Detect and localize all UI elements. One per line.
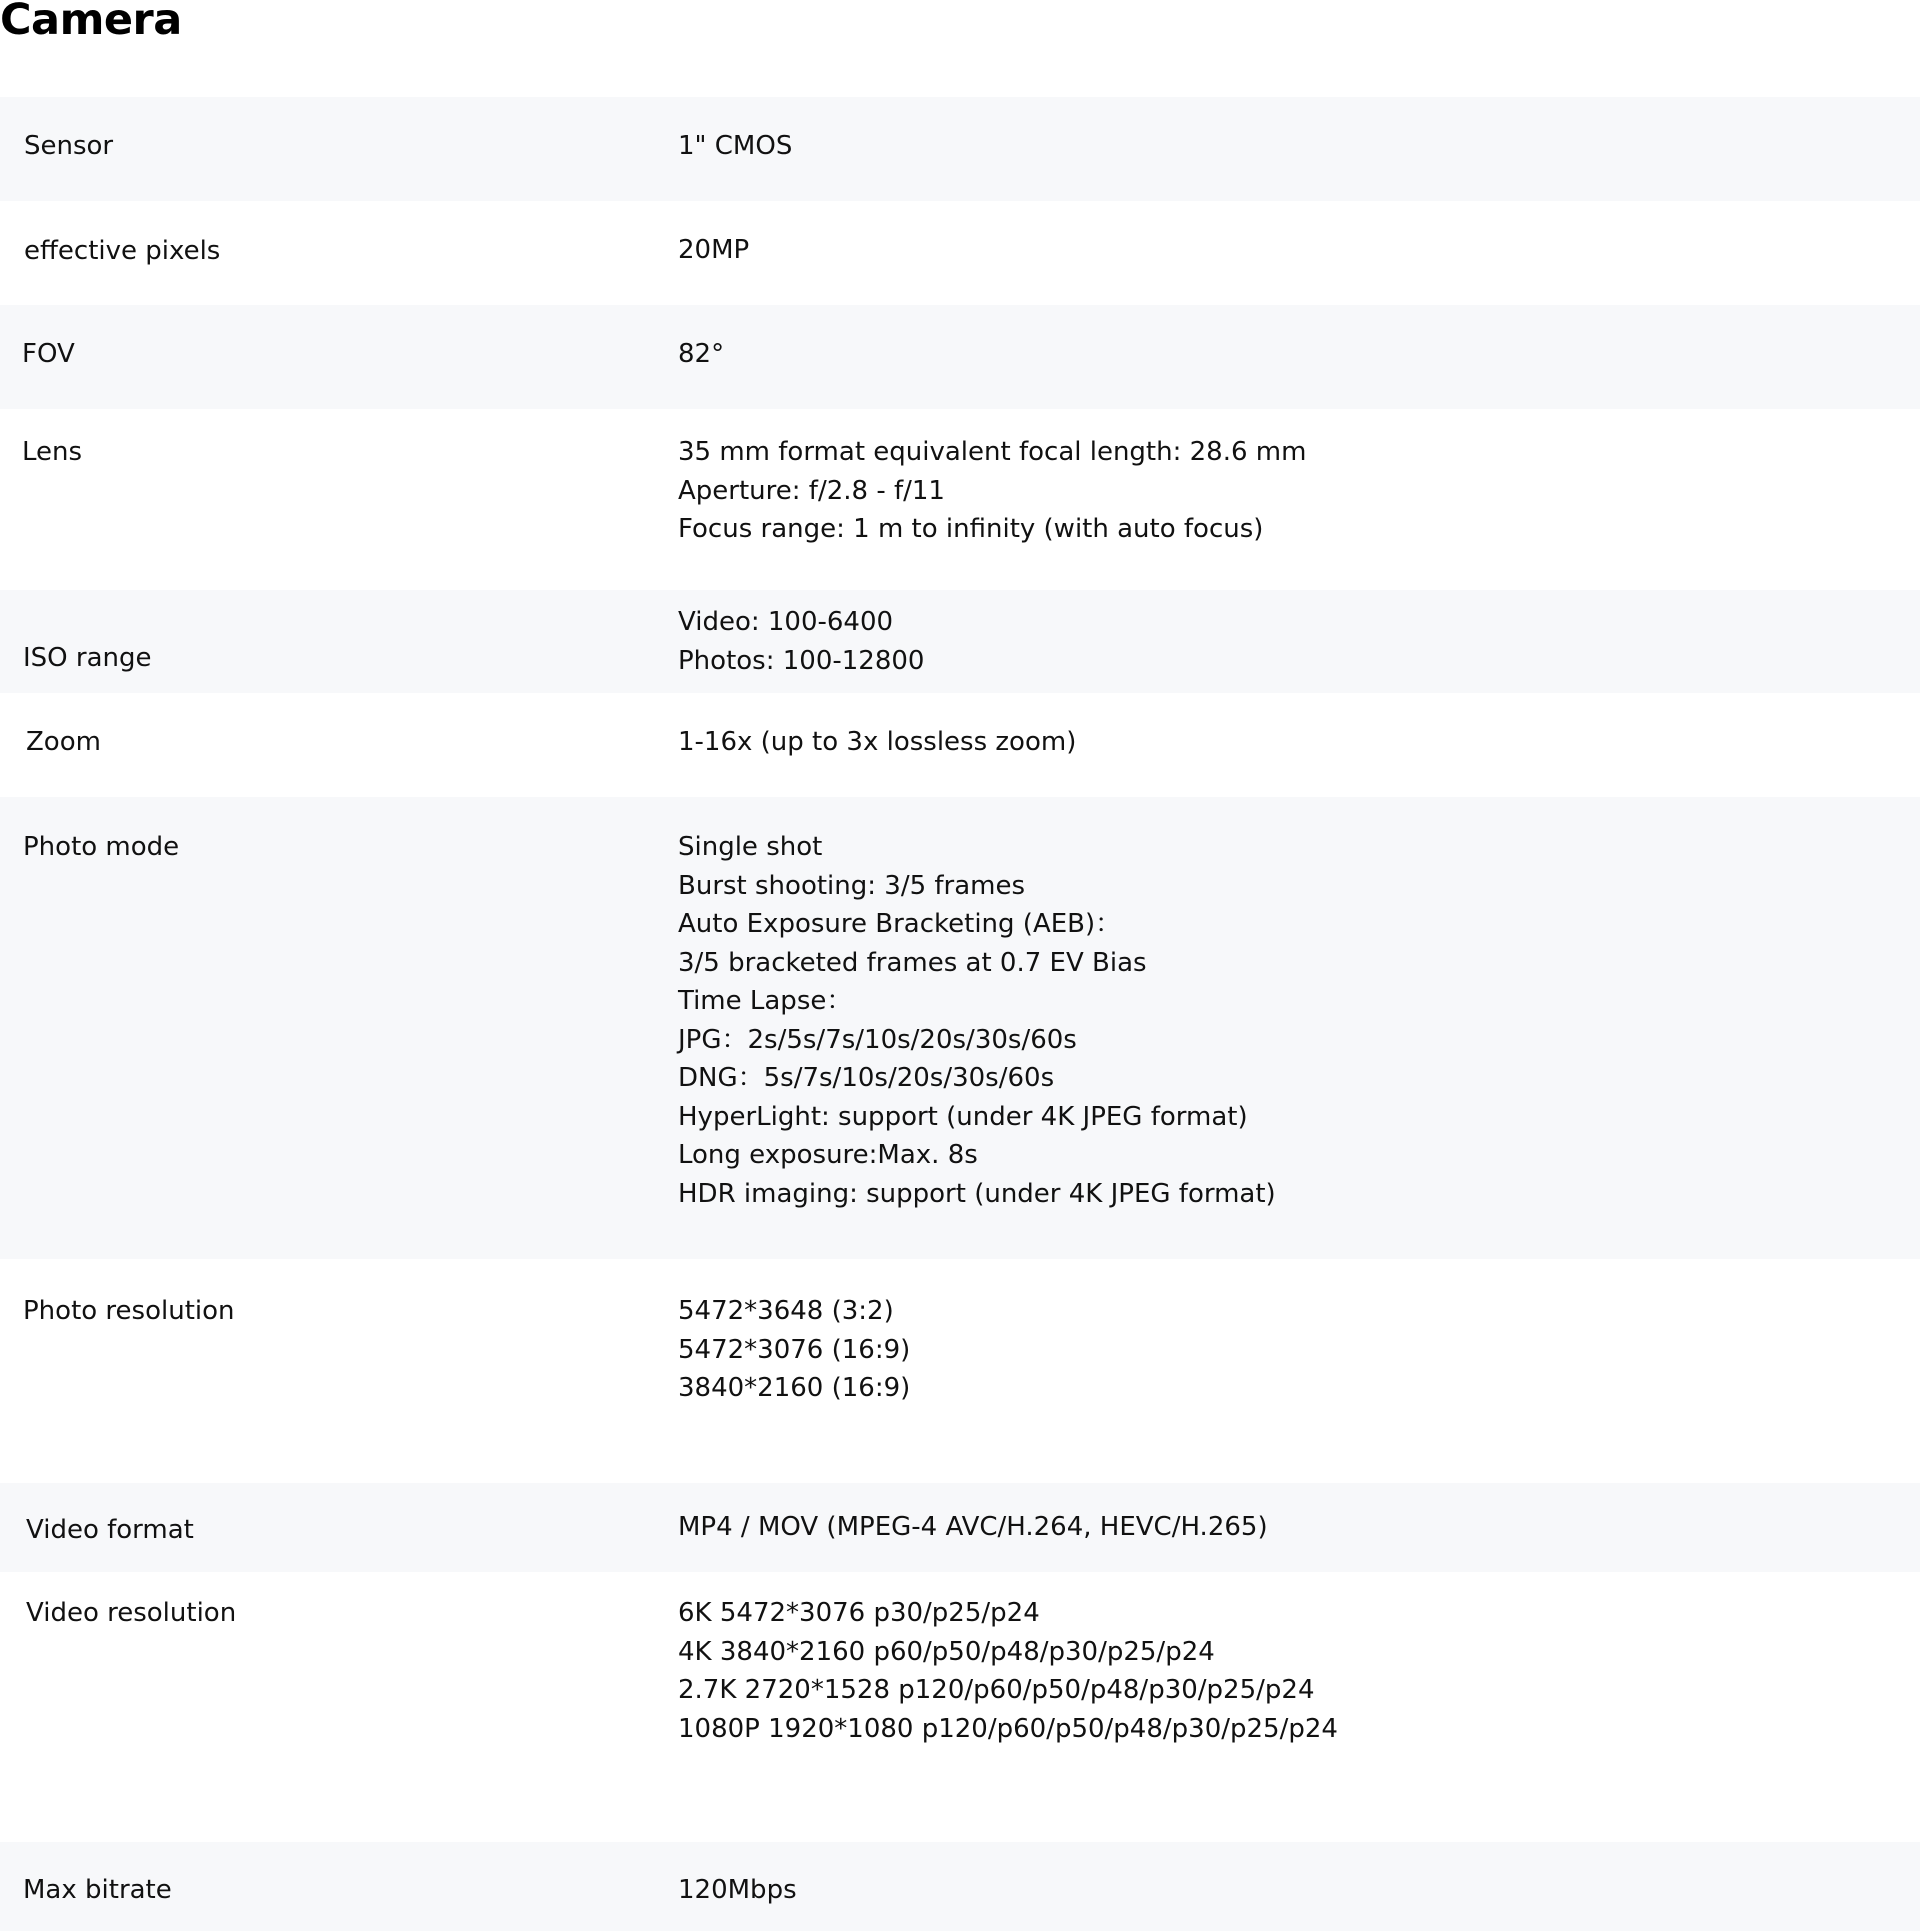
spec-value-line: JPG：2s/5s/7s/10s/20s/30s/60s xyxy=(678,1024,1077,1055)
spec-value-line: Focus range: 1 m to infinity (with auto focus) xyxy=(678,514,1264,544)
spec-label: Video format xyxy=(26,1515,194,1545)
spec-row xyxy=(0,590,1920,693)
spec-value-line: Burst shooting: 3/5 frames xyxy=(678,870,1026,901)
spec-value xyxy=(678,1508,1858,1547)
spec-label: Photo resolution xyxy=(23,1296,235,1326)
page-title: Camera xyxy=(0,0,182,45)
spec-value-line: MP4 / MOV (MPEG-4 AVC/H.264, HEVC/H.265) xyxy=(678,1512,1268,1542)
spec-value-line: Video: 100-6400 xyxy=(678,607,894,637)
spec-value xyxy=(678,603,1858,680)
spec-label: ISO range xyxy=(23,643,152,673)
spec-value-line: 5472*3076 (16:9) xyxy=(678,1334,911,1365)
spec-row xyxy=(0,797,1920,1259)
spec-value xyxy=(678,1594,1858,1748)
spec-row xyxy=(0,409,1920,590)
spec-value-line: 1" CMOS xyxy=(678,131,793,161)
spec-row xyxy=(0,693,1920,797)
spec-label: Sensor xyxy=(24,131,114,161)
spec-value-line: Time Lapse： xyxy=(678,986,853,1016)
spec-value-line: 3840*2160 (16:9) xyxy=(678,1373,911,1403)
spec-row xyxy=(0,201,1920,305)
spec-row xyxy=(0,1842,1920,1931)
spec-label: effective pixels xyxy=(24,236,221,266)
spec-value-line: Aperture: f/2.8 - f/11 xyxy=(678,475,945,506)
spec-row xyxy=(0,1572,1920,1842)
spec-value-line: 1080P 1920*1080 p120/p60/p50/p48/p30/p25/p24 xyxy=(678,1713,1338,1744)
spec-row xyxy=(0,1259,1920,1483)
spec-value-line: Long exposure:Max. 8s xyxy=(678,1140,978,1170)
spec-label: FOV xyxy=(22,339,75,369)
spec-value xyxy=(678,1871,1858,1910)
spec-label: Max bitrate xyxy=(23,1875,172,1905)
spec-row xyxy=(0,1483,1920,1572)
spec-row xyxy=(0,305,1920,409)
spec-value-line: HyperLight: support (under 4K JPEG format) xyxy=(678,1101,1248,1132)
spec-label: Zoom xyxy=(26,727,101,757)
spec-label: Photo mode xyxy=(23,832,180,862)
spec-value-line: 1-16x (up to 3x lossless zoom) xyxy=(678,727,1077,757)
spec-row xyxy=(0,97,1920,201)
spec-value xyxy=(678,1292,1858,1408)
spec-value xyxy=(678,433,1858,549)
spec-value-line: 35 mm format equivalent focal length: 28.6 mm xyxy=(678,437,1307,467)
spec-value-line: 4K 3840*2160 p60/p50/p48/p30/p25/p24 xyxy=(678,1636,1215,1667)
spec-table xyxy=(0,97,1920,1931)
spec-value-line: HDR imaging: support (under 4K JPEG format) xyxy=(678,1178,1276,1209)
spec-value-line: Single shot xyxy=(678,832,823,862)
spec-value-line: 20MP xyxy=(678,235,750,265)
spec-label: Lens xyxy=(22,437,83,467)
spec-value xyxy=(678,127,1858,166)
spec-value-line: 2.7K 2720*1528 p120/p60/p50/p48/p30/p25/p24 xyxy=(678,1675,1315,1705)
spec-value xyxy=(678,828,1858,1213)
spec-value xyxy=(678,723,1858,762)
spec-value xyxy=(678,231,1858,270)
spec-label: Video resolution xyxy=(26,1598,237,1628)
spec-value-line: 5472*3648 (3:2) xyxy=(678,1296,894,1326)
spec-value-line: 120Mbps xyxy=(678,1875,797,1905)
spec-value-line: DNG：5s/7s/10s/20s/30s/60s xyxy=(678,1063,1055,1093)
spec-value-line: 3/5 bracketed frames at 0.7 EV Bias xyxy=(678,947,1147,978)
spec-value-line: 6K 5472*3076 p30/p25/p24 xyxy=(678,1598,1040,1628)
spec-value xyxy=(678,335,1858,374)
spec-value-line: Photos: 100-12800 xyxy=(678,645,925,676)
spec-value-line: 82° xyxy=(678,339,725,369)
spec-value-line: Auto Exposure Bracketing (AEB)： xyxy=(678,909,1122,939)
